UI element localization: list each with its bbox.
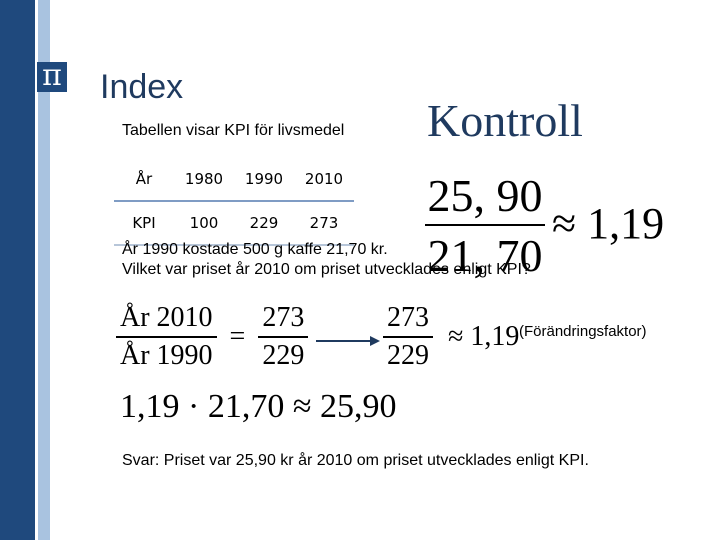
fraction-bar (258, 336, 308, 338)
year-denominator: År 1990 (120, 339, 213, 371)
factor-fraction (383, 302, 433, 372)
table-cell: 1990 (234, 158, 294, 201)
table-row (114, 158, 354, 201)
question-text (122, 240, 531, 280)
fraction-bar (383, 336, 433, 338)
year-numerator: År 2010 (120, 302, 213, 333)
table-cell: 100 (174, 201, 234, 245)
ratio-equation-left (116, 302, 308, 372)
kpi-denominator: 229 (262, 339, 305, 371)
kontroll-heading: Kontroll (427, 95, 583, 146)
fraction-bar (116, 336, 217, 338)
kpi-ratio-fraction (258, 302, 308, 372)
table-cell: 229 (234, 201, 294, 245)
fraction-bar (425, 224, 545, 226)
equals-sign: = (229, 320, 246, 352)
kpi-table (114, 158, 354, 246)
kontroll-numerator: 25, 90 (427, 170, 543, 221)
year-ratio-fraction (116, 302, 217, 372)
table-cell: År (114, 158, 174, 201)
kontroll-fraction (425, 170, 545, 282)
kontroll-denominator: 21, 70 (427, 230, 543, 281)
factor-result: ≈ 1,19 (448, 320, 520, 352)
ratio-equation-right (383, 302, 519, 372)
product-equation: 1,19 · 21,70 ≈ 25,90 (120, 388, 397, 425)
question-line-1: År 1990 kostade 500 g kaffe 21,70 kr. (122, 241, 388, 258)
kpi-numerator: 273 (262, 302, 305, 333)
pi-icon: π (37, 62, 67, 92)
sidebar-bar (0, 0, 35, 540)
question-line-2: Vilket var priset år 2010 om priset utvecklades enligt KPI? (122, 261, 531, 278)
factor-numerator: 273 (387, 302, 429, 333)
table-row (114, 201, 354, 245)
table-cell: 273 (294, 201, 354, 245)
kontroll-result: ≈ 1,19 (552, 199, 665, 248)
arrow-right-icon (316, 335, 380, 347)
factor-denominator: 229 (387, 339, 429, 371)
table-cell: 2010 (294, 158, 354, 201)
table-cell: KPI (114, 201, 174, 245)
answer-text: Svar: Priset var 25,90 kr år 2010 om priset utvecklades enligt KPI. (122, 452, 589, 469)
table-cell: 1980 (174, 158, 234, 201)
factor-label: (Förändringsfaktor) (519, 323, 647, 340)
table-caption: Tabellen visar KPI för livsmedel (122, 122, 345, 139)
slide-title: Index (100, 68, 184, 106)
